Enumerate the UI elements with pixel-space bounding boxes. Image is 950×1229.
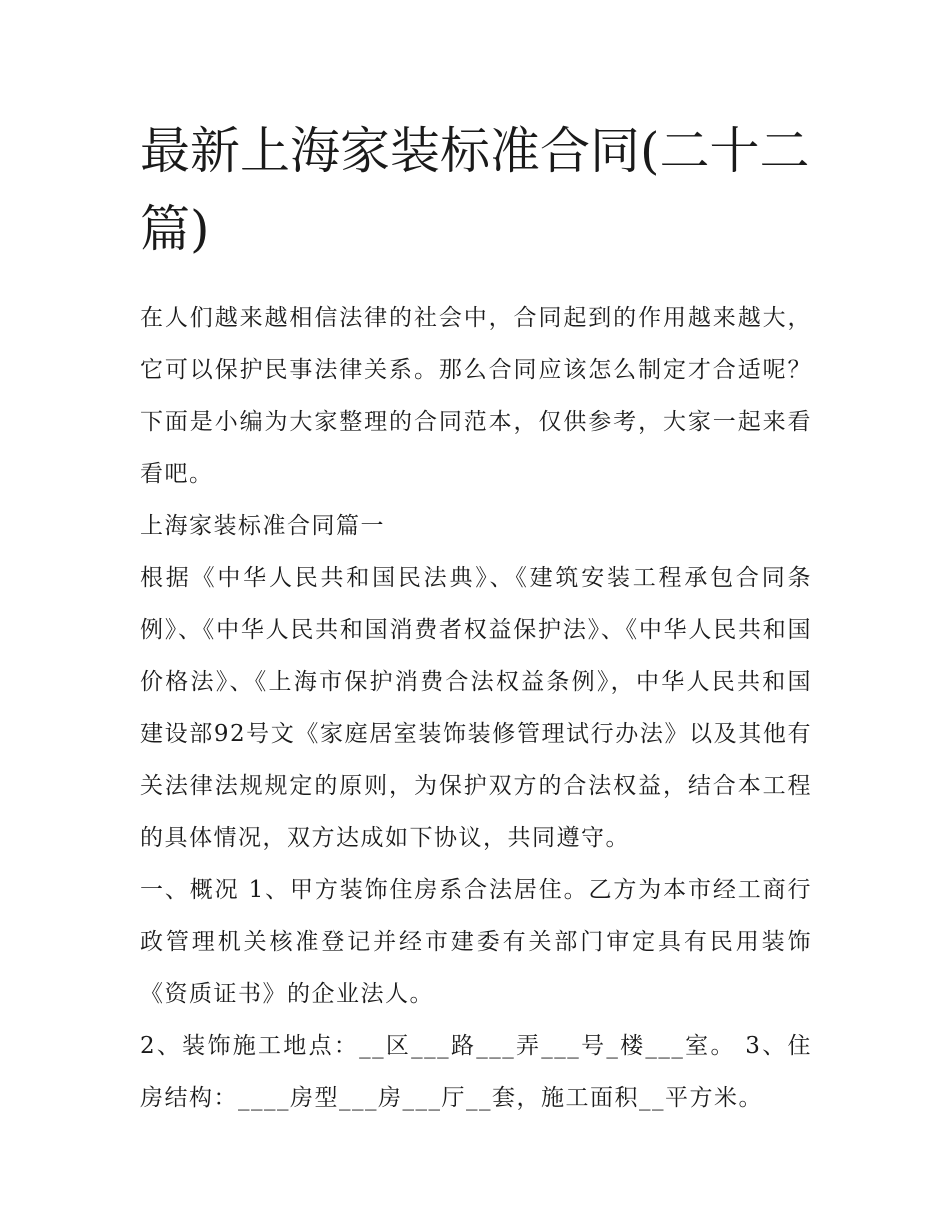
basis-paragraph: 根据《中华人民共和国民法典》、《建筑安装工程承包合同条例》、《中华人民共和国消费者权益保护法》、《中华人民共和国价格法》、《上海市保护消费合法权益条例》，中华人民共和国建设部92号文《家庭居室装饰装修管理试行办法》以及其他有关法律法规规定的原则，为保护双方的合法权益，结合本工程的具体情况，双方达成如下协议，共同遵守。	[140, 565, 812, 851]
document-page	[140, 112, 812, 1124]
overview-paragraph: 一、概况 1、甲方装饰住房系合法居住。乙方为本市经工商行政管理机关核准登记并经市建委有关部门审定具有民用装饰《资质证书》的企业法人。	[140, 877, 812, 1007]
location-paragraph: 2、装饰施工地点：__区___路___弄___号_楼___室。 3、住房结构：____房型___房___厅__套，施工面积__平方米。	[140, 1033, 812, 1111]
document-title: 最新上海家装标准合同(二十二篇)	[140, 122, 810, 258]
section-heading: 上海家装标准合同篇一	[140, 513, 385, 539]
intro-paragraph: 在人们越来越相信法律的社会中，合同起到的作用越来越大，它可以保护民事法律关系。那么合同应该怎么制定才合适呢？下面是小编为大家整理的合同范本，仅供参考，大家一起来看看吧。	[140, 305, 812, 487]
